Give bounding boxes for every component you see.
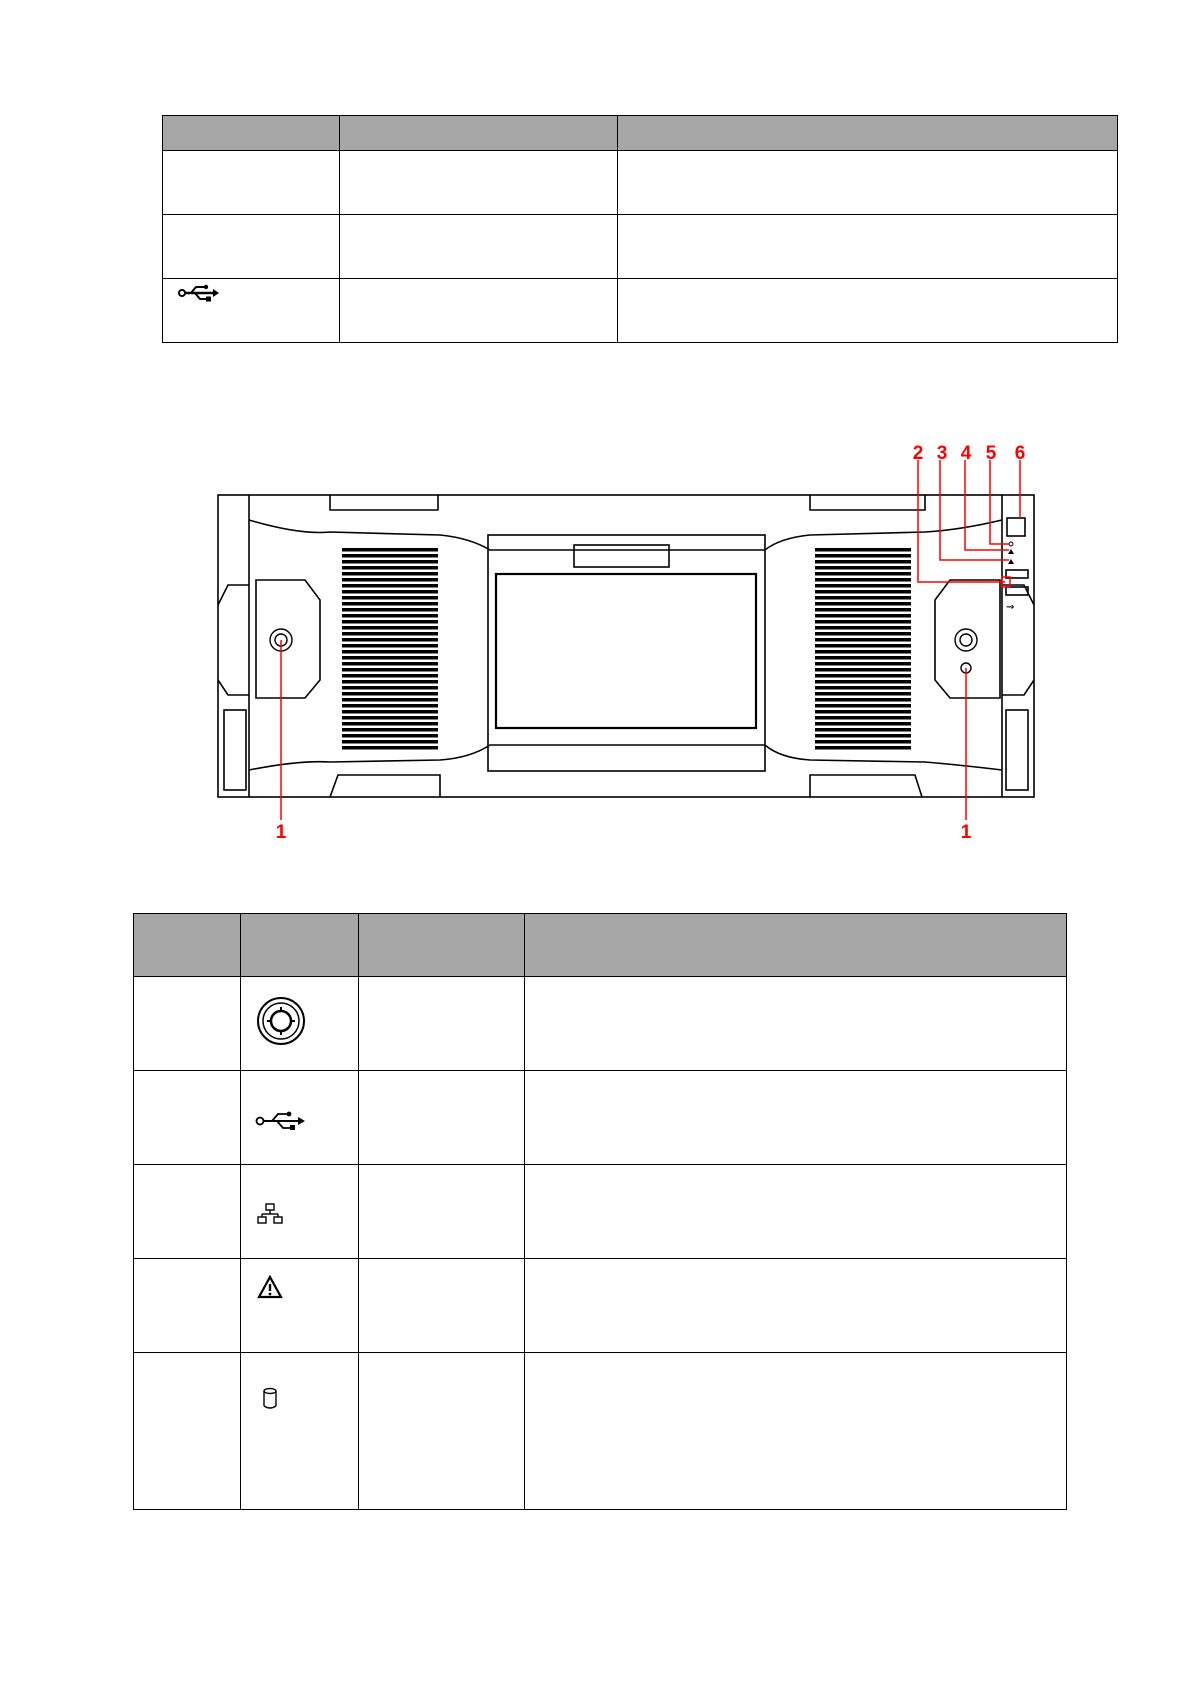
table-cell <box>618 215 1118 279</box>
table-cell <box>163 215 340 279</box>
vent-slat <box>815 638 911 642</box>
table-row <box>134 977 1067 1071</box>
svg-text:⇝: ⇝ <box>1006 602 1015 613</box>
vent-slat <box>815 692 911 696</box>
vent-slat <box>815 584 911 588</box>
right-vent-grille <box>815 548 911 750</box>
vent-slat <box>815 572 911 576</box>
table-cell <box>241 1353 359 1510</box>
front-panel-figure <box>0 440 1191 860</box>
vent-slat <box>342 590 438 594</box>
vent-slat <box>342 560 438 564</box>
display-screen <box>496 574 756 728</box>
vent-slat <box>342 602 438 606</box>
table-cell <box>359 1071 525 1165</box>
front-usb-port <box>1006 587 1028 595</box>
vent-slat <box>342 686 438 690</box>
left-handle <box>256 580 320 698</box>
vent-slat <box>342 608 438 612</box>
usb-icon <box>255 1109 307 1133</box>
header-cell <box>340 116 618 151</box>
vent-slat <box>815 668 911 672</box>
vent-slat <box>342 746 438 750</box>
table-row <box>134 1071 1067 1165</box>
vent-slat <box>815 704 911 708</box>
vent-slat <box>342 548 438 552</box>
vent-slat <box>342 638 438 642</box>
indicator-table <box>133 913 1067 1510</box>
table-cell <box>359 977 525 1071</box>
vent-slat <box>342 728 438 732</box>
header-cell <box>163 116 340 151</box>
power-button-outline <box>1007 518 1025 536</box>
vent-slat <box>815 578 911 582</box>
lock-icon <box>255 995 307 1047</box>
network-icon <box>257 1203 283 1225</box>
vent-slat <box>815 566 911 570</box>
table-row <box>163 215 1118 279</box>
table-cell <box>241 1259 359 1353</box>
vent-slat <box>342 554 438 558</box>
vent-slat <box>342 614 438 618</box>
vent-slat <box>815 728 911 732</box>
vent-slat <box>815 746 911 750</box>
vent-slat <box>342 680 438 684</box>
table-cell <box>525 1353 1067 1510</box>
vent-slat <box>815 674 911 678</box>
label-plate <box>574 545 669 567</box>
table-cell <box>525 1165 1067 1259</box>
header-cell <box>241 914 359 977</box>
vent-slat <box>342 620 438 624</box>
vent-slat <box>342 578 438 582</box>
vent-slat <box>815 614 911 618</box>
vent-slat <box>342 650 438 654</box>
table-row <box>163 151 1118 215</box>
callout-1-right: 1 <box>960 822 972 843</box>
table-cell <box>134 1259 241 1353</box>
left-vent-grille <box>342 548 438 750</box>
vent-slat <box>342 722 438 726</box>
table-header-row <box>163 116 1118 151</box>
table-cell <box>340 151 618 215</box>
table-cell <box>359 1353 525 1510</box>
vent-slat <box>342 710 438 714</box>
vent-slat <box>342 566 438 570</box>
vent-slat <box>342 704 438 708</box>
vent-slat <box>815 632 911 636</box>
table-cell <box>525 1259 1067 1353</box>
table-cell <box>241 977 359 1071</box>
vent-slat <box>815 716 911 720</box>
usb-icon <box>177 283 221 303</box>
table-cell <box>134 1353 241 1510</box>
table-cell <box>618 279 1118 343</box>
vent-slat <box>815 656 911 660</box>
vent-slat <box>815 662 911 666</box>
vent-slat <box>815 644 911 648</box>
table-cell <box>359 1165 525 1259</box>
vent-slat <box>815 590 911 594</box>
table-row <box>134 1165 1067 1259</box>
header-cell <box>618 116 1118 151</box>
vent-slat <box>815 554 911 558</box>
chassis-outline <box>218 495 1034 797</box>
vent-slat <box>342 584 438 588</box>
table-cell <box>340 215 618 279</box>
vent-slat <box>815 686 911 690</box>
table-row <box>134 1259 1067 1353</box>
table-cell <box>525 1071 1067 1165</box>
vent-slat <box>815 698 911 702</box>
vent-slat <box>342 674 438 678</box>
table-cell <box>340 279 618 343</box>
table-row <box>134 1353 1067 1510</box>
vent-slat <box>815 722 911 726</box>
table-cell <box>525 977 1067 1071</box>
table-row <box>163 279 1118 343</box>
alarm-warning-icon <box>257 1275 283 1299</box>
table-cell <box>241 1071 359 1165</box>
vent-slat <box>342 734 438 738</box>
vent-slat <box>815 680 911 684</box>
vent-slat <box>815 560 911 564</box>
vent-slat <box>815 626 911 630</box>
hdd-icon <box>261 1387 279 1411</box>
callout-6: 6 <box>1014 443 1026 464</box>
vent-slat <box>815 740 911 744</box>
vent-slat <box>342 656 438 660</box>
table-cell <box>359 1259 525 1353</box>
vent-slat <box>815 620 911 624</box>
top-table <box>162 115 1118 343</box>
vent-slat <box>342 626 438 630</box>
header-cell <box>359 914 525 977</box>
vent-slat <box>342 740 438 744</box>
table-cell <box>241 1165 359 1259</box>
right-lock <box>955 629 977 673</box>
table-cell <box>163 151 340 215</box>
table-cell <box>134 1071 241 1165</box>
callout-4: 4 <box>960 443 972 464</box>
vent-slat <box>342 698 438 702</box>
vent-slat <box>815 710 911 714</box>
vent-slat <box>342 668 438 672</box>
table-cell <box>134 977 241 1071</box>
vent-slat <box>342 572 438 576</box>
vent-slat <box>815 608 911 612</box>
vent-slat <box>342 716 438 720</box>
vent-slat <box>342 692 438 696</box>
vent-slat <box>342 644 438 648</box>
callout-2: 2 <box>912 443 924 464</box>
vent-slat <box>815 650 911 654</box>
header-cell <box>525 914 1067 977</box>
table-header-row <box>134 914 1067 977</box>
vent-slat <box>815 734 911 738</box>
vent-slat <box>342 662 438 666</box>
vent-slat <box>342 596 438 600</box>
table-cell <box>134 1165 241 1259</box>
callout-3: 3 <box>936 443 948 464</box>
table-cell <box>163 279 340 343</box>
table-cell <box>618 151 1118 215</box>
callout-1-left: 1 <box>275 822 287 843</box>
header-cell <box>134 914 241 977</box>
vent-slat <box>342 632 438 636</box>
callout-5: 5 <box>985 443 997 464</box>
vent-slat <box>815 602 911 606</box>
vent-slat <box>815 548 911 552</box>
vent-slat <box>815 596 911 600</box>
right-handle <box>935 580 1000 698</box>
